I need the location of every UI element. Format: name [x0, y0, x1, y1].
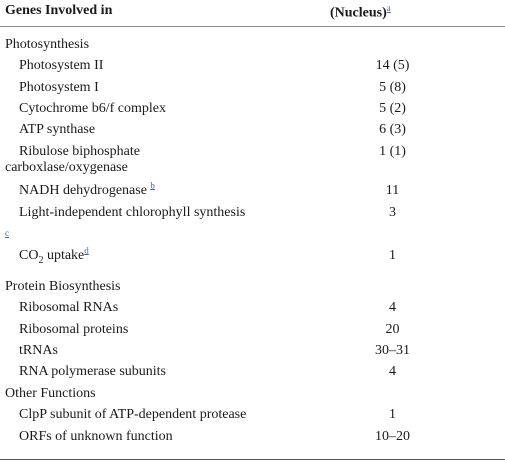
- section-label: Photosynthesis: [5, 37, 90, 52]
- header-nucleus-label: (Nucleus): [330, 5, 387, 21]
- footnote-link-b[interactable]: b: [150, 180, 155, 191]
- row-label: ORFs of unknown function: [19, 429, 173, 444]
- row-value: 5 (8): [379, 80, 406, 95]
- footnote-link-d[interactable]: d: [84, 245, 89, 256]
- row-value: 30–31: [375, 343, 410, 358]
- row-value: 5 (2): [379, 101, 406, 116]
- row-label: Cytochrome b6/f complex: [19, 101, 166, 116]
- header-genes: Genes Involved in: [5, 3, 113, 18]
- row-label-continued: carboxlase/oxygenase: [5, 160, 128, 175]
- row-value: 1: [389, 248, 396, 263]
- row-label: Light-independent chlorophyll synthesis: [19, 205, 246, 220]
- row-value: 11: [385, 183, 400, 198]
- row-value: 3: [389, 205, 396, 220]
- footnote-link-a[interactable]: a: [386, 3, 391, 13]
- row-label: RNA polymerase subunits: [19, 364, 166, 379]
- header-rule: [0, 26, 505, 27]
- footnote-link-c[interactable]: c: [5, 228, 9, 238]
- section-label: Protein Biosynthesis: [5, 279, 121, 294]
- row-label: Ribosomal proteins: [19, 322, 129, 337]
- row-label: ATP synthase: [19, 122, 96, 137]
- row-value: 4: [389, 364, 396, 379]
- row-label: NADH dehydrogenase $^b$: [19, 180, 155, 198]
- row-label: Ribosomal RNAs: [19, 300, 119, 315]
- row-value: 6 (3): [379, 122, 406, 137]
- row-value: 4: [389, 300, 396, 315]
- row-label: Photosystem II: [19, 58, 104, 73]
- row-label: tRNAs: [19, 343, 58, 358]
- header-nucleus: [330, 3, 391, 22]
- row-value: 1 (1): [379, 144, 406, 159]
- row-label: ClpP subunit of ATP-dependent protease: [19, 407, 247, 422]
- row-value: 1: [389, 407, 396, 422]
- bottom-rule: [0, 459, 505, 460]
- row-label: $CO_2$ uptake$^d$: [19, 245, 89, 266]
- row-value: 10–20: [375, 429, 410, 444]
- row-value: 20: [385, 322, 400, 337]
- row-label: Photosystem I: [19, 80, 99, 95]
- table-header: [0, 0, 505, 26]
- row-value: 14 (5): [375, 58, 410, 73]
- row-label: Ribulose biphosphate: [19, 144, 140, 159]
- subscript: 2: [38, 254, 44, 266]
- section-label: Other Functions: [5, 386, 96, 401]
